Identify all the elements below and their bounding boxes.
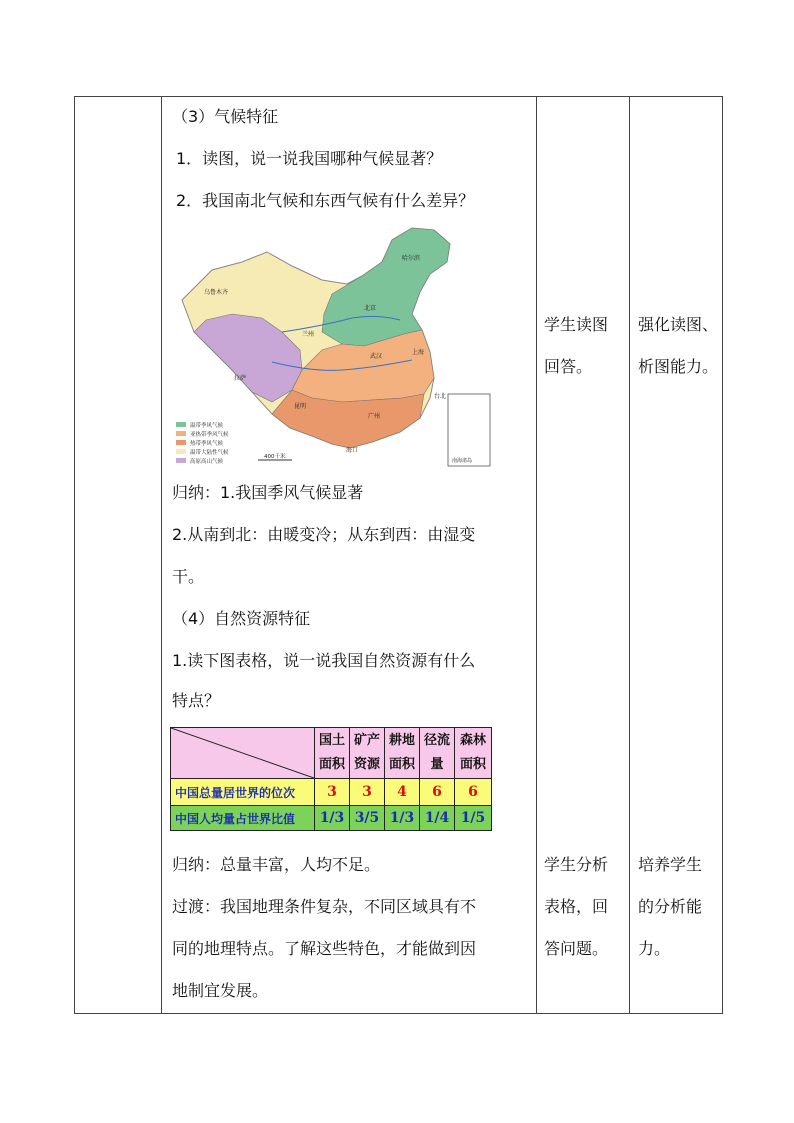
- svg-text:北京: 北京: [364, 305, 377, 312]
- table-row-rank: [171, 779, 492, 806]
- question-2: 2．我国南北气候和东西气候有什么差异？: [176, 191, 475, 210]
- student-b2: 表格，回: [544, 897, 609, 916]
- header-forest: 森林 面积: [455, 728, 492, 779]
- resource-table: [170, 727, 492, 831]
- row-label-rank: 中国总量居世界的位次: [171, 779, 315, 806]
- svg-text:400千米: 400千米: [264, 454, 286, 460]
- svg-text:热带季风气候: 热带季风气候: [190, 441, 224, 447]
- cell-value: 3: [350, 779, 385, 806]
- svg-text:温带季风气候: 温带季风气候: [190, 423, 224, 429]
- header-farmland: 耕地 面积: [385, 728, 420, 779]
- svg-text:昆明: 昆明: [294, 403, 307, 410]
- row-label-per-capita: 中国人均量占世界比值: [171, 806, 315, 831]
- svg-text:亚热带季风气候: 亚热带季风气候: [190, 432, 229, 438]
- cell-value: 6: [420, 779, 455, 806]
- section3-title: （3）气候特征: [172, 107, 279, 126]
- intent-b1: 培养学生: [638, 855, 703, 874]
- svg-text:温带大陆性气候: 温带大陆性气候: [190, 450, 229, 456]
- climate-map: [172, 222, 494, 470]
- header-runoff: 径流 量: [420, 728, 455, 779]
- question-1: 1．读图，说一说我国哪种气候显著？: [176, 149, 443, 168]
- table-row-per-capita: [171, 806, 492, 831]
- summary-3: 归纳：总量丰富，人均不足。: [172, 855, 381, 874]
- cell-value: 1/3: [315, 806, 350, 831]
- cell-value: 6: [455, 779, 492, 806]
- intent-a1: 强化读图、: [638, 315, 719, 334]
- svg-text:广州: 广州: [368, 413, 381, 420]
- svg-text:乌鲁木齐: 乌鲁木齐: [204, 289, 229, 296]
- student-a2: 回答。: [544, 357, 593, 376]
- question-3a: 1.读下图表格，说一说我国自然资源有什么: [172, 651, 476, 670]
- blank-column: [75, 97, 162, 1014]
- summary-1: 归纳：1.我国季风气候显著: [172, 483, 364, 502]
- cell-value: 1/3: [385, 806, 420, 831]
- cell-value: 3: [315, 779, 350, 806]
- transition-2: 同的地理特点。了解这些特色，才能做到因: [172, 939, 477, 958]
- svg-text:南海诸岛: 南海诸岛: [452, 458, 473, 464]
- svg-text:上海: 上海: [412, 349, 425, 356]
- transition-3: 地制宜发展。: [172, 981, 269, 1000]
- intent-a2: 析图能力。: [638, 357, 719, 376]
- svg-text:武汉: 武汉: [370, 353, 383, 360]
- student-a1: 学生读图: [544, 315, 609, 334]
- student-b3: 答问题。: [544, 939, 609, 958]
- svg-text:台北: 台北: [434, 393, 447, 400]
- cell-value: 3/5: [350, 806, 385, 831]
- summary-2b: 干。: [172, 567, 205, 586]
- transition-1: 过渡：我国地理条件复杂，不同区域具有不: [172, 897, 477, 916]
- student-b1: 学生分析: [544, 855, 609, 874]
- intent-b3: 力。: [638, 939, 671, 958]
- summary-2a: 2.从南到北：由暖变冷；从东到西：由湿变: [172, 525, 476, 544]
- question-3b: 特点？: [172, 691, 221, 710]
- section4-title: （4）自然资源特征: [172, 609, 311, 628]
- header-mineral: 矿产 资源: [350, 728, 385, 779]
- svg-text:兰州: 兰州: [302, 331, 315, 338]
- cell-value: 4: [385, 779, 420, 806]
- cell-value: 1/4: [420, 806, 455, 831]
- svg-text:哈尔滨: 哈尔滨: [402, 255, 421, 262]
- cell-value: 1/5: [455, 806, 492, 831]
- svg-text:高原高山气候: 高原高山气候: [190, 459, 224, 465]
- svg-text:拉萨: 拉萨: [234, 375, 247, 382]
- svg-text:海口: 海口: [346, 447, 359, 454]
- header-land-area: 国土 面积: [315, 728, 350, 779]
- diagonal-header-cell: [171, 728, 315, 779]
- intent-b2: 的分析能: [638, 897, 703, 916]
